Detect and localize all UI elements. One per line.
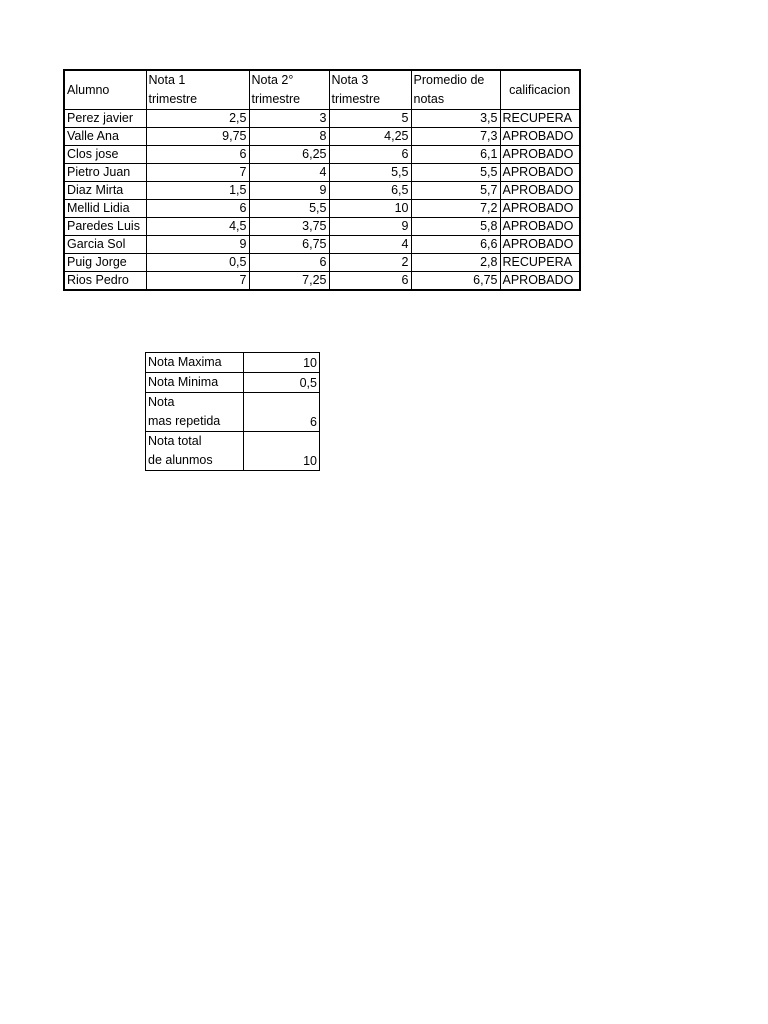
stats-label: Nota Minima	[146, 373, 244, 393]
cell-calificacion: RECUPERA	[500, 110, 580, 128]
cell-alumno: Diaz Mirta	[64, 182, 146, 200]
cell-nota-3: 5	[329, 110, 411, 128]
cell-promedio: 6,6	[411, 236, 500, 254]
cell-promedio: 6,75	[411, 272, 500, 291]
table-row	[64, 146, 580, 164]
cell-nota-3: 5,5	[329, 164, 411, 182]
table-row	[64, 164, 580, 182]
cell-nota-3: 6	[329, 146, 411, 164]
cell-calificacion: APROBADO	[500, 272, 580, 291]
cell-alumno: Puig Jorge	[64, 254, 146, 272]
table-row	[64, 218, 580, 236]
table-row	[64, 254, 580, 272]
header-nota-2: Nota 2° trimestre	[249, 70, 329, 110]
stats-value: 0,5	[244, 373, 320, 393]
cell-nota-1: 7	[146, 164, 249, 182]
cell-nota-2: 6,75	[249, 236, 329, 254]
cell-calificacion: APROBADO	[500, 128, 580, 146]
table-row	[64, 200, 580, 218]
cell-nota-3: 4,25	[329, 128, 411, 146]
cell-promedio: 2,8	[411, 254, 500, 272]
header-nota-1: Nota 1 trimestre	[146, 70, 249, 110]
cell-nota-2: 6	[249, 254, 329, 272]
header-row	[64, 70, 580, 110]
stats-value: 10	[244, 432, 320, 471]
cell-alumno: Garcia Sol	[64, 236, 146, 254]
cell-promedio: 6,1	[411, 146, 500, 164]
cell-nota-3: 9	[329, 218, 411, 236]
cell-nota-2: 3	[249, 110, 329, 128]
cell-nota-3: 10	[329, 200, 411, 218]
cell-nota-3: 2	[329, 254, 411, 272]
cell-nota-1: 9,75	[146, 128, 249, 146]
stats-row	[146, 373, 320, 393]
cell-nota-2: 8	[249, 128, 329, 146]
cell-calificacion: APROBADO	[500, 164, 580, 182]
cell-alumno: Pietro Juan	[64, 164, 146, 182]
cell-promedio: 5,8	[411, 218, 500, 236]
cell-nota-3: 6,5	[329, 182, 411, 200]
cell-nota-1: 6	[146, 146, 249, 164]
table-row	[64, 128, 580, 146]
stats-row	[146, 353, 320, 373]
stats-value: 10	[244, 353, 320, 373]
cell-alumno: Valle Ana	[64, 128, 146, 146]
cell-nota-1: 0,5	[146, 254, 249, 272]
cell-calificacion: APROBADO	[500, 182, 580, 200]
cell-calificacion: APROBADO	[500, 200, 580, 218]
cell-nota-2: 6,25	[249, 146, 329, 164]
cell-nota-1: 9	[146, 236, 249, 254]
cell-nota-1: 4,5	[146, 218, 249, 236]
grades-table	[63, 69, 581, 291]
cell-calificacion: APROBADO	[500, 146, 580, 164]
cell-nota-1: 1,5	[146, 182, 249, 200]
header-nota-3: Nota 3 trimestre	[329, 70, 411, 110]
cell-calificacion: RECUPERA	[500, 254, 580, 272]
table-row	[64, 236, 580, 254]
header-calificacion: calificacion	[500, 70, 580, 110]
stats-label: Nota mas repetida	[146, 393, 244, 432]
cell-promedio: 7,3	[411, 128, 500, 146]
cell-nota-3: 6	[329, 272, 411, 291]
cell-alumno: Paredes Luis	[64, 218, 146, 236]
cell-promedio: 7,2	[411, 200, 500, 218]
cell-promedio: 5,5	[411, 164, 500, 182]
cell-nota-2: 3,75	[249, 218, 329, 236]
table-row	[64, 272, 580, 291]
cell-nota-1: 7	[146, 272, 249, 291]
cell-alumno: Perez javier	[64, 110, 146, 128]
table-row	[64, 110, 580, 128]
header-promedio: Promedio de notas	[411, 70, 500, 110]
cell-nota-1: 2,5	[146, 110, 249, 128]
cell-nota-2: 5,5	[249, 200, 329, 218]
table-row	[64, 182, 580, 200]
cell-nota-3: 4	[329, 236, 411, 254]
stats-value: 6	[244, 393, 320, 432]
cell-promedio: 3,5	[411, 110, 500, 128]
cell-alumno: Clos jose	[64, 146, 146, 164]
cell-nota-2: 9	[249, 182, 329, 200]
stats-table	[145, 352, 320, 471]
stats-label: Nota total de alunmos	[146, 432, 244, 471]
cell-calificacion: APROBADO	[500, 218, 580, 236]
cell-promedio: 5,7	[411, 182, 500, 200]
cell-alumno: Mellid Lidia	[64, 200, 146, 218]
stats-label: Nota Maxima	[146, 353, 244, 373]
cell-nota-2: 4	[249, 164, 329, 182]
cell-calificacion: APROBADO	[500, 236, 580, 254]
header-alumno: Alumno	[64, 70, 146, 110]
cell-alumno: Rios Pedro	[64, 272, 146, 291]
cell-nota-1: 6	[146, 200, 249, 218]
stats-row	[146, 432, 320, 471]
stats-row	[146, 393, 320, 432]
cell-nota-2: 7,25	[249, 272, 329, 291]
